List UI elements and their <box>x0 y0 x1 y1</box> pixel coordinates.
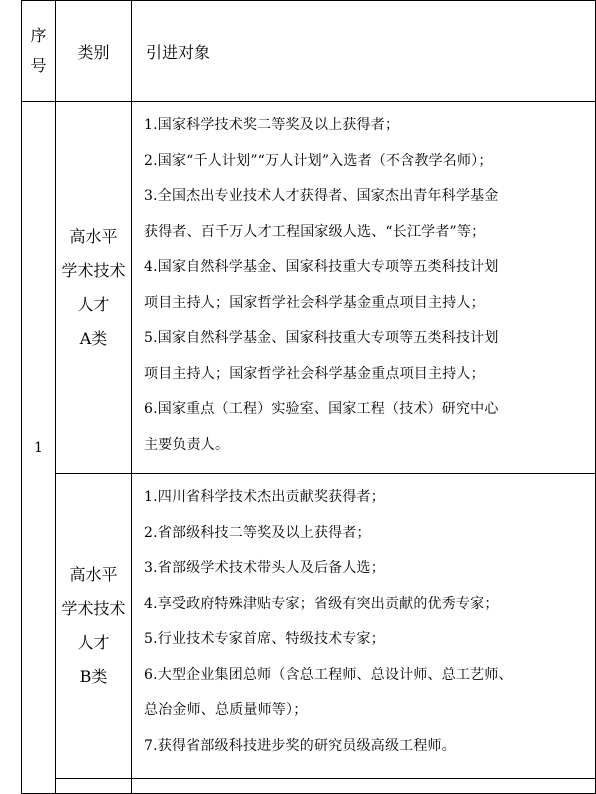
items-cell-a <box>132 102 596 474</box>
category-line: 学术技术 <box>61 599 126 618</box>
list-item: 项目主持人；国家哲学社会科学基金重点项目主持人； <box>144 365 485 382</box>
category-cell-b <box>56 474 132 779</box>
table-header-row <box>22 1 596 102</box>
list-item: 4.国家自然科学基金、国家科技重大专项等五类科技计划 <box>144 259 499 275</box>
table-row-continuation <box>22 779 596 794</box>
items-cell-b <box>132 474 596 779</box>
category-line: 高水平 <box>69 565 118 584</box>
items-cell-next <box>132 779 596 794</box>
list-item: 2.省部级科技二等奖及以上获得者； <box>144 524 371 541</box>
list-item: 获得者、百千万人才工程国家级人选、“长江学者”等； <box>144 223 486 240</box>
category-line: A类 <box>79 328 108 348</box>
list-item: 主要负责人。 <box>144 436 230 453</box>
category-line: 人才 <box>77 633 110 652</box>
header-seq-char-1: 序 <box>30 26 47 45</box>
list-item: 总冶金师、总质量师等）； <box>144 702 308 718</box>
category-line: 高水平 <box>69 226 118 246</box>
header-object: 引进对象 <box>132 1 596 102</box>
list-item: 5.行业技术专家首席、特级技术专家； <box>144 631 385 647</box>
category-cell-next <box>56 779 132 794</box>
list-item: 6.国家重点（工程）实验室、国家工程（技术）研究中心 <box>144 401 499 417</box>
list-item: 3.全国杰出专业技术人才获得者、国家杰出青年科学基金 <box>144 188 499 204</box>
list-item: 1.国家科学技术奖二等奖及以上获得者； <box>144 117 400 133</box>
list-item: 5.国家自然科学基金、国家科技重大专项等五类科技计划 <box>144 330 499 346</box>
seq-number-cell: 1 <box>22 102 56 794</box>
category-cell-a <box>56 102 132 474</box>
table-row-b <box>22 474 596 779</box>
header-category: 类别 <box>56 1 132 102</box>
header-seq <box>22 1 56 102</box>
list-item: 7.获得省部级科技进步奖的研究员级高级工程师。 <box>144 737 456 754</box>
header-seq-char-2: 号 <box>30 56 47 75</box>
table-row-a <box>22 102 596 474</box>
list-item: 3.省部级学术技术带头人及后备人选； <box>144 560 385 576</box>
list-item: 4.享受政府特殊津贴专家；省级有突出贡献的优秀专家； <box>144 595 499 612</box>
list-item: 6.大型企业集团总师（含总工程师、总设计师、总工艺师、 <box>144 666 513 683</box>
list-item: 项目主持人；国家哲学社会科学基金重点项目主持人； <box>144 294 485 311</box>
category-line: B类 <box>79 667 108 686</box>
category-line: 学术技术 <box>61 260 126 280</box>
list-item: 1.四川省科学技术杰出贡献奖获得者； <box>144 489 385 505</box>
list-item: 2.国家“千人计划”“万人计划”入选者（不含教学名师）； <box>144 152 493 169</box>
category-line: 人才 <box>77 294 110 314</box>
talent-table <box>21 0 596 794</box>
